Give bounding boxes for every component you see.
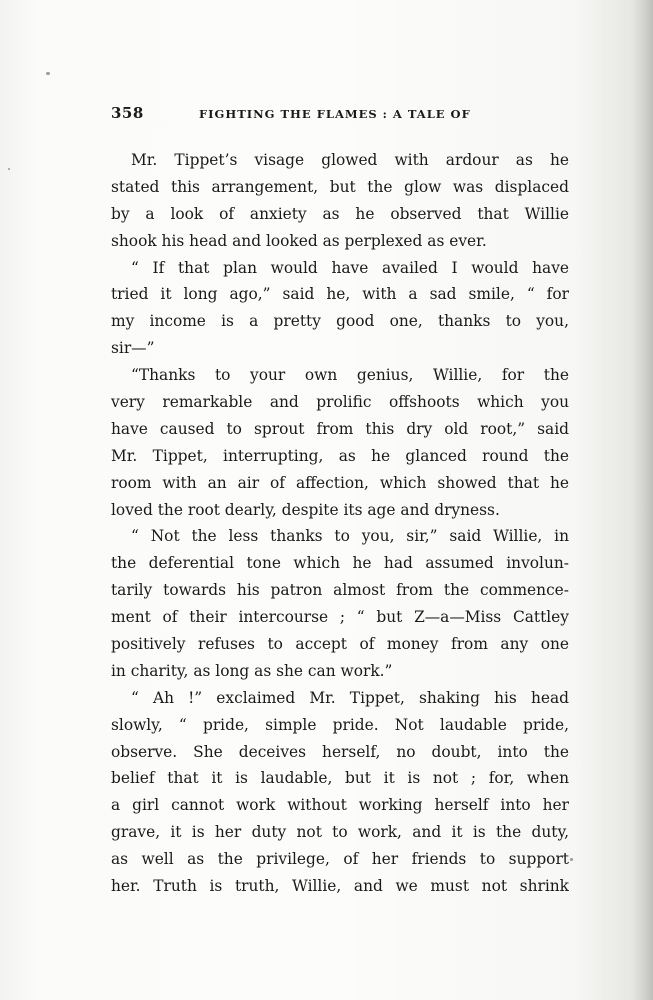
text-line: room with an air of affection, which showed that he: [111, 473, 569, 492]
text-line: Mr. Tippet, interrupting, as he glanced round the: [111, 446, 569, 465]
text-line: loved the root dearly, despite its age and dryness.: [111, 500, 500, 519]
text-line: a girl cannot work without working herself into her: [111, 796, 569, 815]
page-edge-shadow: [631, 0, 653, 1000]
text-line: tarily towards his patron almost from the commence-: [111, 581, 569, 600]
text-line: observe. She deceives herself, no doubt, into the: [111, 742, 569, 761]
text-line: belief that it is laudable, but it is not ; for, when: [111, 769, 569, 788]
text-line: “Thanks to your own genius, Willie, for the: [131, 366, 569, 385]
running-head: FIGHTING THE FLAMES : A TALE OF: [199, 107, 471, 121]
text-line: have caused to sprout from this dry old root,” said: [111, 419, 569, 438]
text-line: stated this arrangement, but the glow was displaced: [111, 177, 569, 196]
text-line: by a look of anxiety as he observed that Willie: [111, 204, 569, 223]
paper-speck: [8, 168, 10, 170]
text-line: “ If that plan would have availed I would have: [131, 258, 569, 277]
text-line: tried it long ago,” said he, with a sad smile, “ for: [111, 285, 569, 304]
text-line: grave, it is her duty not to work, and it is the duty,: [111, 823, 569, 842]
paper-speck: [46, 72, 50, 75]
text-line: as well as the privilege, of her friends to support: [111, 850, 569, 869]
paper-speck: [570, 858, 573, 861]
text-line: ment of their intercourse ; “ but Z—a—Miss Cattley: [111, 608, 569, 627]
text-line: slowly, “ pride, simple pride. Not laudable pride,: [111, 715, 569, 734]
text-line: my income is a pretty good one, thanks to you,: [111, 312, 569, 331]
text-line: positively refuses to accept of money from any one: [111, 635, 569, 654]
text-line: “ Ah !” exclaimed Mr. Tippet, shaking his head: [131, 688, 569, 707]
body-text: [111, 147, 569, 900]
text-line: shook his head and looked as perplexed as ever.: [111, 231, 487, 250]
page-header: [111, 104, 496, 124]
text-line: in charity, as long as she can work.”: [111, 661, 393, 680]
text-line: very remarkable and prolific offshoots which you: [111, 393, 569, 412]
text-line: Mr. Tippet’s visage glowed with ardour as he: [131, 151, 569, 169]
text-line: her. Truth is truth, Willie, and we must not shrink: [111, 877, 569, 896]
page-number: 358: [111, 104, 144, 122]
text-line: the deferential tone which he had assumed involun-: [111, 554, 569, 573]
text-line: “ Not the less thanks to you, sir,” said Willie, in: [131, 527, 569, 546]
text-line: sir—”: [111, 339, 155, 358]
